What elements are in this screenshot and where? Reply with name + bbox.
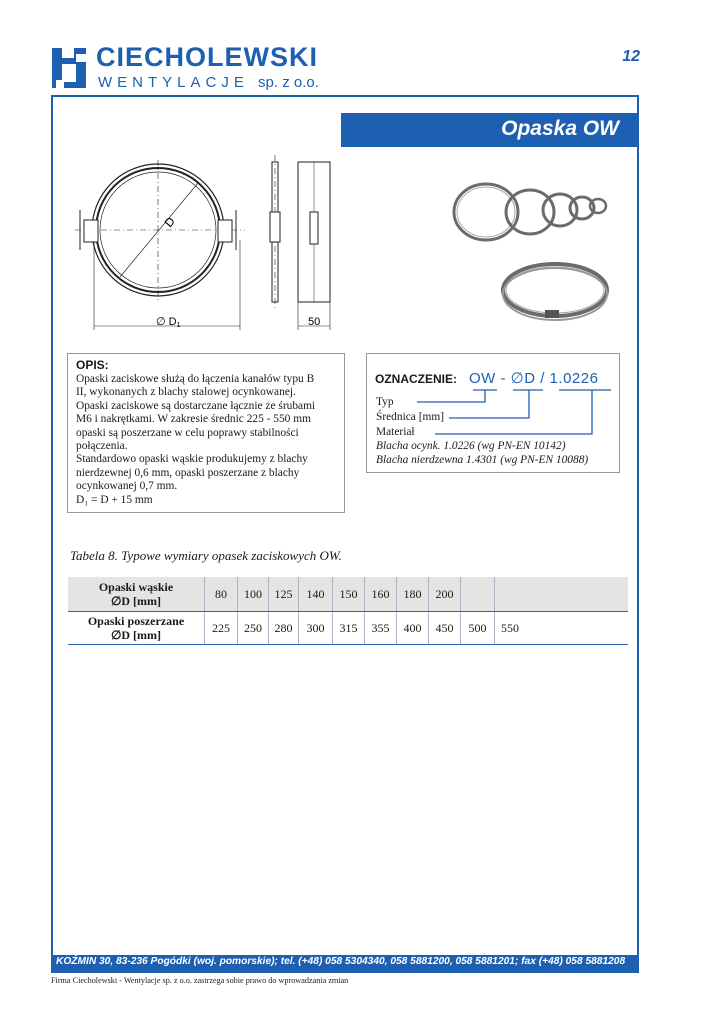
label-d: D	[161, 214, 178, 230]
footer-address: KOŹMIN 30, 83-236 Pogódki (woj. pomorskie); tel. (+48) 058 5304340, 058 5881200, 058 5881201; fax (+48) 058 5881208	[56, 956, 626, 967]
description-line: Standardowo opaski wąskie produkujemy z blachy	[76, 453, 308, 466]
disclaimer: Firma Ciecholewski - Wentylacje sp. z o.o. zastrzega sobie prawo do wprowadzania zmian	[51, 976, 349, 985]
description-line: opaski są poszerzane w celu poprawy stabilności	[76, 426, 299, 439]
description-line: M6 i nakrętkami. W zakresie średnic 225 - 550 mm	[76, 413, 311, 426]
table-row	[68, 577, 628, 612]
table-cell: 355	[365, 612, 397, 645]
table-cell: 100	[238, 577, 269, 612]
designation-box	[366, 353, 620, 473]
table-cell: 300	[299, 612, 333, 645]
designation-code: OW - ∅D / 1.0226	[469, 370, 599, 387]
table-cell: 550	[495, 612, 629, 645]
table-cell: 140	[299, 577, 333, 612]
brand-subtitle-main: WENTYLACJE	[98, 74, 249, 91]
row-header	[68, 577, 205, 612]
designation-type: Typ	[376, 396, 394, 408]
table-cell: 180	[397, 577, 429, 612]
footer-bar	[51, 955, 639, 973]
page-number: 12	[622, 48, 640, 65]
table-cell: 500	[461, 612, 495, 645]
table-cell: 160	[365, 577, 397, 612]
description-line: ocynkowanej 0,7 mm.	[76, 480, 178, 493]
description-box	[67, 353, 345, 513]
company-logo	[52, 42, 342, 96]
row-header	[68, 612, 205, 645]
table-cell: 450	[429, 612, 461, 645]
table-cell	[495, 577, 629, 612]
table-cell: 225	[205, 612, 238, 645]
material-option: Blacha ocynk. 1.0226 (wg PN-EN 10142)	[376, 440, 566, 452]
brand-subtitle-suffix: sp. z o.o.	[258, 74, 319, 91]
brand-name: CIECHOLEWSKI	[96, 42, 319, 72]
description-line: Opaski zaciskowe służą do łączenia kanałów typu B	[76, 373, 315, 385]
table-caption: Tabela 8. Typowe wymiary opasek zaciskowych OW.	[70, 548, 342, 563]
title-bar	[341, 113, 637, 147]
description-line: II, wykonanych z blachy stalowej ocynkowanej.	[76, 386, 296, 399]
table-cell: 315	[333, 612, 365, 645]
designation-material: Materiał	[376, 426, 415, 438]
label-d1-sub: 1	[176, 322, 181, 329]
table-cell: 400	[397, 612, 429, 645]
row-header-title: Opaski wąskie	[98, 580, 174, 594]
description-line: połączenia.	[76, 440, 128, 453]
designation-diameter: Średnica [mm]	[376, 411, 445, 423]
material-option: Blacha nierdzewna 1.4301 (wg PN-EN 10088)	[376, 454, 589, 466]
table-cell: 80	[205, 577, 238, 612]
description-line: nierdzewnej 0,6 mm, opaski poszerzane z blachy	[76, 466, 300, 479]
table-cell	[461, 577, 495, 612]
description-line: Opaski zaciskowe są dostarczane łącznie ze śrubami	[76, 399, 316, 412]
brand-subtitle	[98, 74, 319, 91]
table-row	[68, 612, 628, 645]
table-cell: 125	[269, 577, 299, 612]
row-header-unit: ∅D [mm]	[110, 628, 162, 642]
table-cell: 200	[429, 577, 461, 612]
table-cell: 150	[333, 577, 365, 612]
technical-drawing	[70, 150, 340, 335]
row-header-unit: ∅D [mm]	[110, 594, 162, 608]
page-title: Opaska OW	[501, 117, 619, 140]
row-header-title: Opaski poszerzane	[87, 614, 185, 628]
description-line: D₁ = D + 15 mm	[76, 493, 153, 506]
designation-label: OZNACZENIE:	[375, 372, 457, 386]
description-title: OPIS:	[76, 358, 109, 372]
table-cell: 250	[238, 612, 269, 645]
logo-mark-icon	[52, 46, 92, 92]
product-photo	[450, 172, 620, 322]
label-width: 50	[308, 316, 321, 328]
table-cell: 280	[269, 612, 299, 645]
label-d1-main: ∅ D	[156, 316, 177, 328]
label-d1	[156, 316, 181, 329]
dimensions-table	[68, 577, 628, 645]
